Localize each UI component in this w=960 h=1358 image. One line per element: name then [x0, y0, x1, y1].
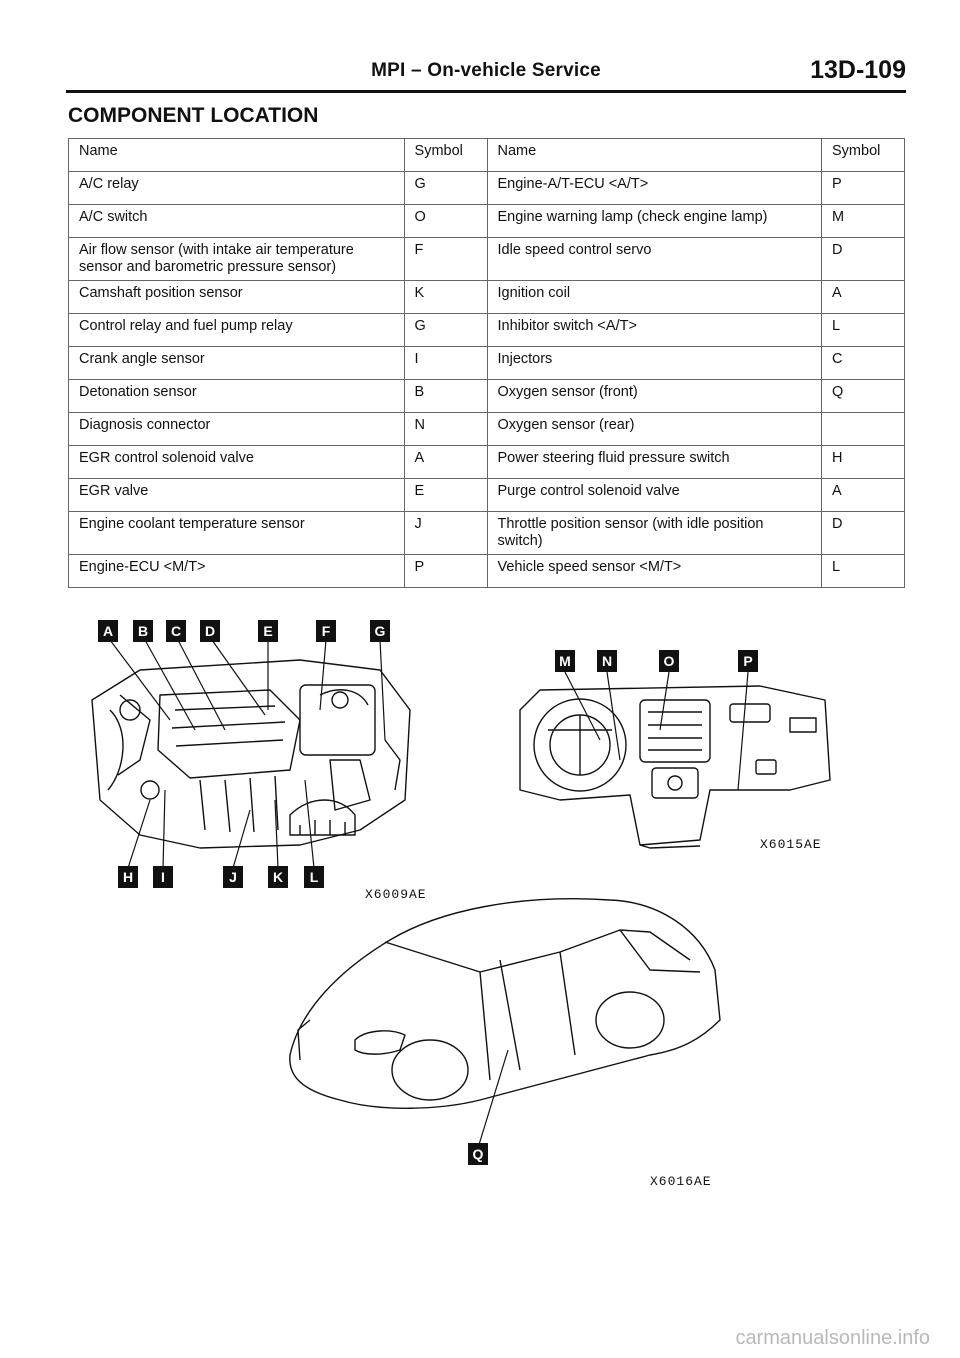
symbol-cell: D: [822, 512, 905, 555]
badge-letter: B: [137, 623, 149, 639]
label-badge: [200, 620, 220, 642]
column-header: Symbol: [404, 139, 487, 172]
badge-letter: N: [601, 653, 613, 669]
symbol-cell: F: [404, 238, 487, 281]
symbol-cell: Q: [822, 380, 905, 413]
dash-figure-code: X6015AE: [760, 837, 822, 852]
badge-letter: J: [229, 869, 237, 885]
table-row: [69, 413, 905, 446]
label-badge: [98, 620, 118, 642]
badge-letter: P: [743, 653, 753, 669]
label-badge: [258, 620, 278, 642]
name-cell: Crank angle sensor: [69, 347, 405, 380]
label-badge: [316, 620, 336, 642]
table-row: [69, 172, 905, 205]
column-header: Symbol: [822, 139, 905, 172]
badge-letter: K: [272, 869, 284, 885]
label-badge: [555, 650, 575, 672]
label-badge: [370, 620, 390, 642]
symbol-cell: L: [822, 314, 905, 347]
table-row: [69, 347, 905, 380]
label-badge: [118, 866, 138, 888]
symbol-cell: O: [404, 205, 487, 238]
badge-letter: F: [321, 623, 331, 639]
badge-letter: O: [663, 653, 675, 669]
badge-letter: D: [204, 623, 216, 639]
label-badge: [659, 650, 679, 672]
table-row: [69, 479, 905, 512]
name-cell: Engine-ECU <M/T>: [69, 555, 405, 588]
name-cell: Purge control solenoid valve: [487, 479, 822, 512]
name-cell: Diagnosis connector: [69, 413, 405, 446]
table-header-row: [69, 139, 905, 172]
name-cell: Engine coolant temperature sensor: [69, 512, 405, 555]
table-row: [69, 314, 905, 347]
badge-letter: A: [102, 623, 114, 639]
column-header: Name: [487, 139, 822, 172]
label-badge: [153, 866, 173, 888]
symbol-cell: A: [404, 446, 487, 479]
badge-letter: M: [559, 653, 571, 669]
table-row: [69, 512, 905, 555]
label-badges: [98, 620, 758, 1165]
name-cell: Vehicle speed sensor <M/T>: [487, 555, 822, 588]
table-row: [69, 446, 905, 479]
table-row: [69, 380, 905, 413]
engine-bay-drawing: [92, 660, 410, 848]
label-badge: [223, 866, 243, 888]
label-badge: [166, 620, 186, 642]
symbol-cell: H: [822, 446, 905, 479]
name-cell: EGR valve: [69, 479, 405, 512]
badge-letter: L: [309, 869, 319, 885]
name-cell: Injectors: [487, 347, 822, 380]
badge-letter: Q: [472, 1146, 484, 1162]
header-title: MPI – On-vehicle Service: [371, 60, 601, 81]
badge-letter: H: [122, 869, 134, 885]
name-cell: Oxygen sensor (front): [487, 380, 822, 413]
symbol-cell: G: [404, 172, 487, 205]
table-row: [69, 555, 905, 588]
table-row: [69, 238, 905, 281]
dashboard-drawing: [520, 686, 830, 848]
name-cell: Ignition coil: [487, 281, 822, 314]
column-header: Name: [69, 139, 405, 172]
label-badge: [304, 866, 324, 888]
name-cell: Idle speed control servo: [487, 238, 822, 281]
name-cell: EGR control solenoid valve: [69, 446, 405, 479]
symbol-cell: P: [404, 555, 487, 588]
page-number: 13D-109: [810, 56, 906, 84]
badge-letter: C: [170, 623, 182, 639]
symbol-cell: L: [822, 555, 905, 588]
symbol-cell: B: [404, 380, 487, 413]
symbol-cell: P: [822, 172, 905, 205]
label-badge: [133, 620, 153, 642]
symbol-cell: G: [404, 314, 487, 347]
symbol-cell: E: [404, 479, 487, 512]
table-row: [69, 205, 905, 238]
label-badge: [468, 1143, 488, 1165]
engine-figure-code: X6009AE: [365, 887, 427, 902]
badge-letter: I: [161, 869, 165, 885]
label-badge: [738, 650, 758, 672]
symbol-cell: K: [404, 281, 487, 314]
page-header: [66, 56, 906, 93]
name-cell: Camshaft position sensor: [69, 281, 405, 314]
name-cell: A/C relay: [69, 172, 405, 205]
symbol-cell: [822, 413, 905, 446]
name-cell: Detonation sensor: [69, 380, 405, 413]
name-cell: Power steering fluid pressure switch: [487, 446, 822, 479]
vehicle-drawing: [290, 899, 720, 1109]
name-cell: Engine warning lamp (check engine lamp): [487, 205, 822, 238]
name-cell: Inhibitor switch <A/T>: [487, 314, 822, 347]
name-cell: Air flow sensor (with intake air temperature sensor and barometric pressure sensor): [69, 238, 405, 281]
name-cell: Oxygen sensor (rear): [487, 413, 822, 446]
car-figure-code: X6016AE: [650, 1174, 712, 1189]
symbol-cell: C: [822, 347, 905, 380]
table-row: [69, 281, 905, 314]
badge-letter: E: [263, 623, 273, 639]
name-cell: Throttle position sensor (with idle position switch): [487, 512, 822, 555]
component-illustrations: [0, 600, 960, 1240]
name-cell: Engine-A/T-ECU <A/T>: [487, 172, 822, 205]
symbol-cell: J: [404, 512, 487, 555]
symbol-cell: I: [404, 347, 487, 380]
label-badge: [268, 866, 288, 888]
watermark: carmanualsonline.info: [735, 1327, 930, 1349]
symbol-cell: A: [822, 281, 905, 314]
name-cell: Control relay and fuel pump relay: [69, 314, 405, 347]
component-table: [68, 138, 905, 588]
section-title: COMPONENT LOCATION: [68, 104, 319, 127]
badge-letter: G: [374, 623, 386, 639]
name-cell: A/C switch: [69, 205, 405, 238]
label-badge: [597, 650, 617, 672]
symbol-cell: A: [822, 479, 905, 512]
symbol-cell: D: [822, 238, 905, 281]
symbol-cell: N: [404, 413, 487, 446]
symbol-cell: M: [822, 205, 905, 238]
